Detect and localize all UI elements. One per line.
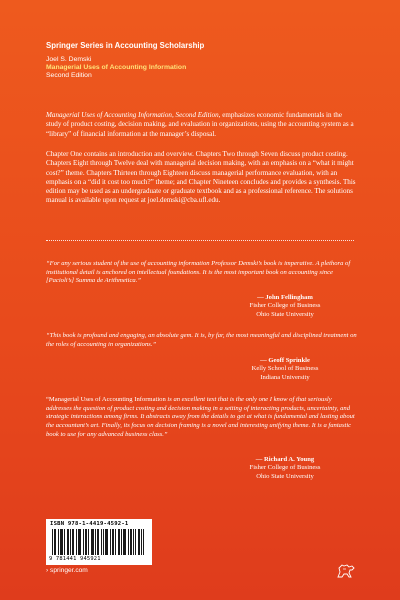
chapters-paragraph: Chapter One contains an introduction and overview. Chapters Two through Seven discuss product costing. Chapters Eight through Twelve deal with managerial decision making, with an emphasis on a “what it might cost?” theme. Chapters Thirteen through Eighteen discuss managerial performance evaluation, with an emphasis on a “did it cost too much?” theme; and Chapter Nineteen concludes and provides a synthesis. This edition may be used as an undergraduate or graduate textbook and as a professional reference. The solutions manual is available upon request at joel.demski@cba.ufl.edu. <box>46 150 356 205</box>
quote-3-body: is an excellent text that is the only one I know of that seriously addresses the question of product costing and decision making in a setting of interacting products, uncertainty, and strategic interactions among firms. It abstracts away from the details to get at what is fundamental and lasting about the accountant’s art. Finally, its focus on decision framing is a novel and interesting unifying theme. It is a fantastic book to use for any advanced business class.” <box>46 396 355 438</box>
intro-paragraph <box>46 111 358 139</box>
intro-text: , emphasizes economic fundamentals in the study of product costing, decision making, and evaluation in organizations, using the accounting system as a “library” of financial information at the manager’s disposal. <box>46 111 354 138</box>
quote-3-lead: “Managerial Uses of Accounting Information <box>46 396 166 403</box>
quote-1-name: — John Fellingham <box>257 294 313 301</box>
quote-2-text: “This book is profound and engaging, an absolute gem. It is, by far, the most meaningful and disciplined treatment on the roles of accounting in organizations.” <box>46 332 357 348</box>
divider <box>46 240 354 241</box>
quote-3-name: — Richard A. Young <box>255 456 315 463</box>
book-title: Managerial Uses of Accounting Information <box>46 64 187 71</box>
quote-3-university: Ohio State University <box>256 472 314 480</box>
isbn-digits: 9 781441 945921 <box>49 556 101 562</box>
quote-1-affiliation: Fisher College of Business <box>249 302 321 310</box>
quote-1-attribution <box>210 294 360 319</box>
intro-book-title: Managerial Uses of Accounting Information, Second Edition <box>46 111 219 119</box>
quote-2-name: — Geoff Sprinkle <box>260 357 310 364</box>
quote-2-university: Indiana University <box>260 373 310 381</box>
quote-3-affiliation: Fisher College of Business <box>249 464 321 472</box>
quote-1-text: “For any serious student of the use of accounting information Professor Demski’s book is imperative. A plethora of institutional detail is anchored on intellectual foundations. It is the most important book on accounting since [Pacioli’s] Summa de Arithmetica.” <box>46 260 351 285</box>
quote-1-university: Ohio State University <box>256 310 314 318</box>
quote-2-attribution <box>210 357 360 382</box>
isbn-label: ISBN 978-1-4419-4592-1 <box>50 521 129 527</box>
springer-horse-logo-icon <box>335 563 357 579</box>
series-name: Springer Series in Accounting Scholarship <box>46 41 205 50</box>
quote-3-attribution <box>210 456 360 481</box>
barcode-icon <box>52 529 146 555</box>
quote-3-text <box>46 396 358 440</box>
springer-website[interactable]: › springer.com <box>46 567 88 574</box>
isbn-barcode-box <box>46 519 152 565</box>
author-name: Joel S. Demski <box>46 56 92 63</box>
quote-2-affiliation: Kelly School of Business <box>251 365 319 373</box>
edition-label: Second Edition <box>46 72 92 79</box>
